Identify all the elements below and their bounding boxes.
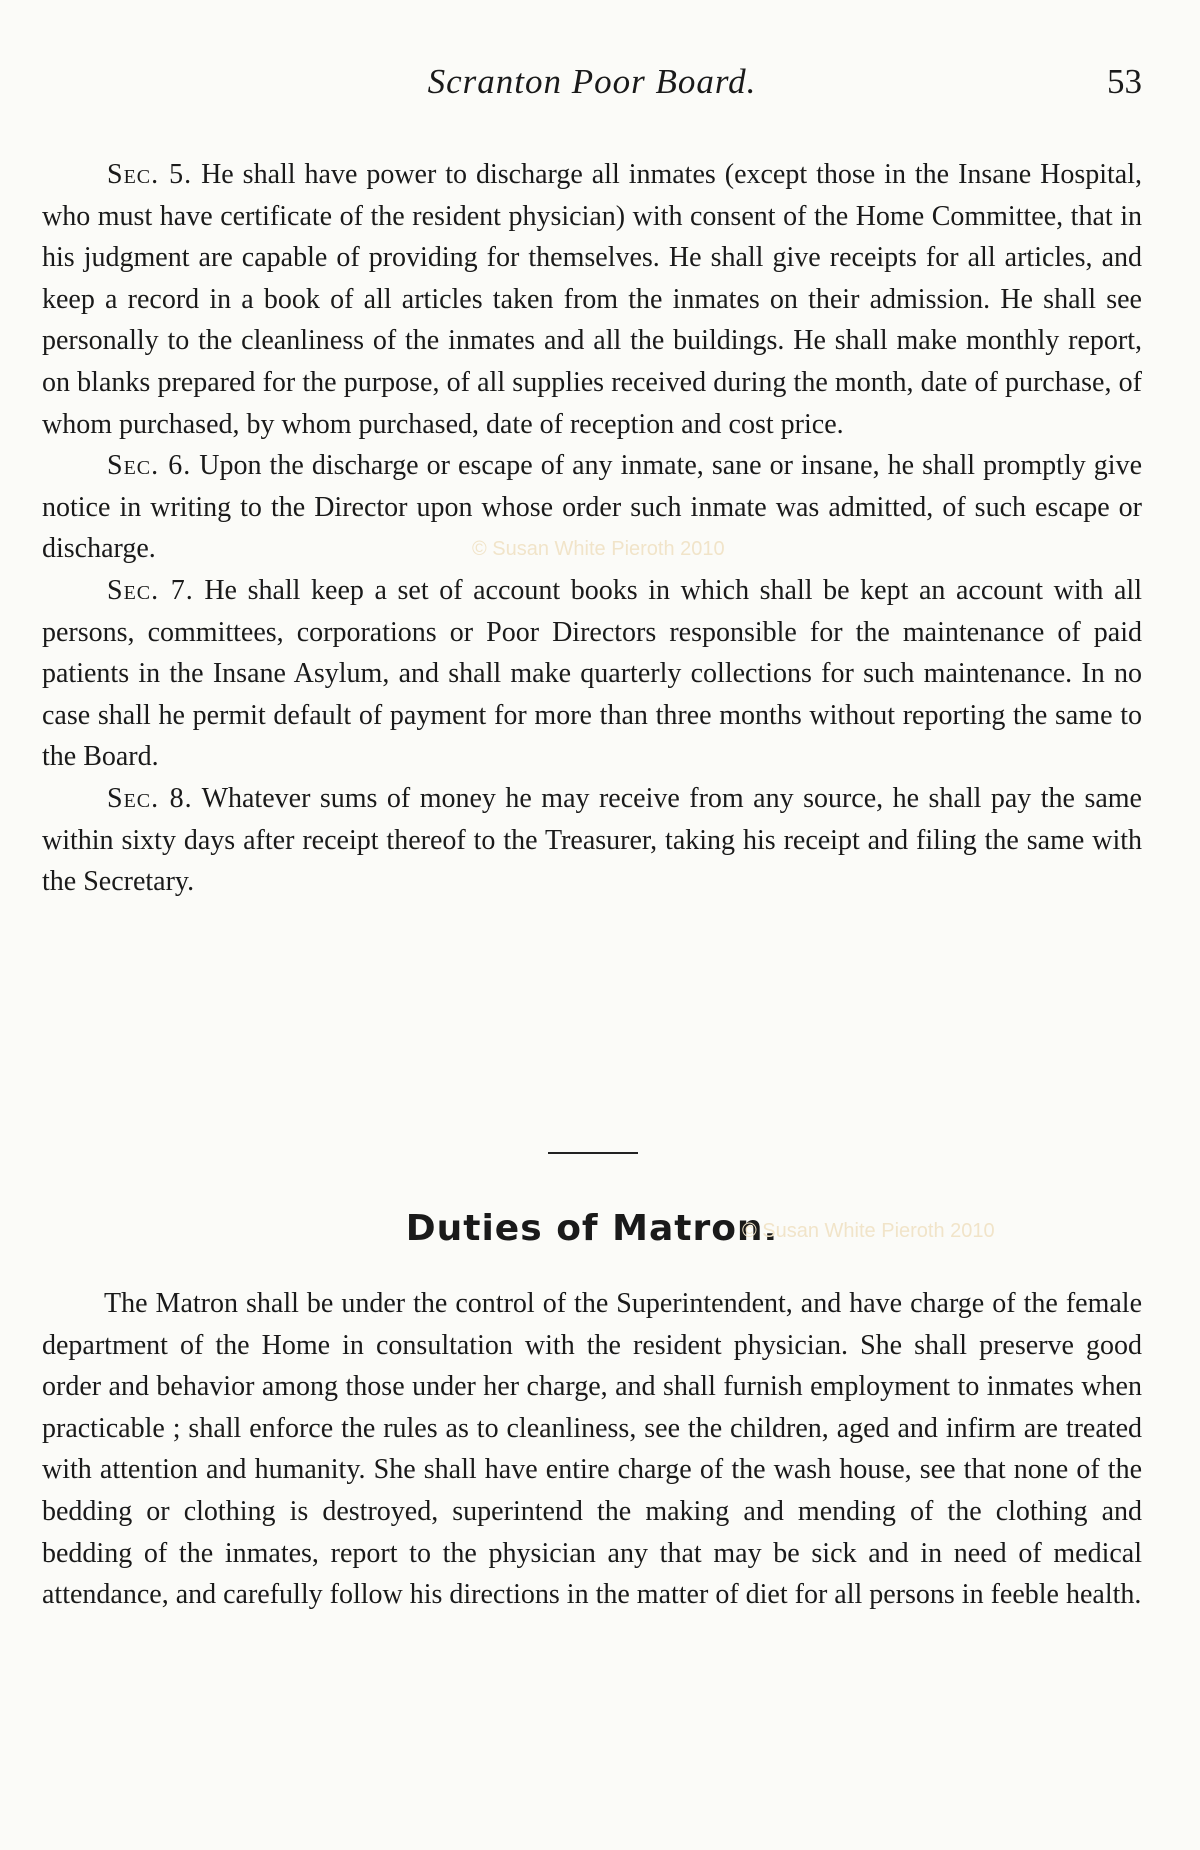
section-label: Sec. 5. [107,159,193,190]
page-number: 53 [1107,62,1142,101]
section-label: Sec. 8. [107,782,193,814]
section-divider-rule [548,1152,638,1154]
section-text: Upon the discharge or escape of any inmate, sane or insane, he shall promptly give notice in writing to the Director upon whose order such inmate was admitted, of such escape or discharge. [42,450,1142,565]
copyright-watermark: © Susan White Pieroth 2010 [742,1220,995,1242]
matron-paragraph: The Matron shall be under the control of the Superintendent, and have charge of the female department of the Home in consultation with the resident physician. She shall preserve good order and behavior among those under her charge, and shall furnish employment to inmates when practicable ; shall enforce the rules as to cleanliness, see the children, aged and infirm are treated with attention and humanity. She shall have entire charge of the wash house, see that none of the bedding or clothing is destroyed, superintend the making and mending of the clothing and bedding of the inmates, report to the physician any that may be sick and in need of medical attendance, and carefully follow his directions in the matter of diet for all persons in feeble health. [42,1288,1142,1611]
matron-heading: Duties of Matron. [405,1208,779,1249]
book-page [42,0,1142,1850]
section-text: He shall keep a set of account books in which shall be kept an account with all persons, committees, corporations or Poor Directors responsible for the maintenance of paid patients in the Insane Asylum, and shall make quarterly collections for such maintenance. In no case shall he permit default of payment for more than three months without reporting the same to the Board. [42,574,1142,773]
section-label: Sec. 6. [107,450,192,482]
copyright-watermark: © Susan White Pieroth 2010 [472,538,725,560]
section-text: Whatever sums of money he may receive from any source, he shall pay the same within sixty days after receipt thereof to the Treasurer, taking his receipt and filing the same with the Secretary. [42,782,1142,898]
section-label: Sec. 7. [107,574,194,606]
section-7-paragraph [42,570,1142,778]
section-5-paragraph [42,154,1142,445]
superintendent-duties [42,154,1142,903]
running-head [42,62,1142,112]
section-8-paragraph [42,778,1142,903]
section-text: He shall have power to discharge all inmates (except those in the Insane Hospital, who must have certificate of the resident physician) with consent of the Home Committee, that in his judgment are capable of providing for themselves. He shall give receipts for all articles, and keep a record in a book of all articles taken from the inmates on their admission. He shall see personally to the cleanliness of the inmates and all the buildings. He shall make monthly report, on blanks prepared for the purpose, of all supplies received during the month, date of purchase, of whom purchased, by whom purchased, date of reception and cost price. [42,159,1142,440]
matron-duties [42,1283,1142,1616]
running-title: Scranton Poor Board. [427,62,757,101]
